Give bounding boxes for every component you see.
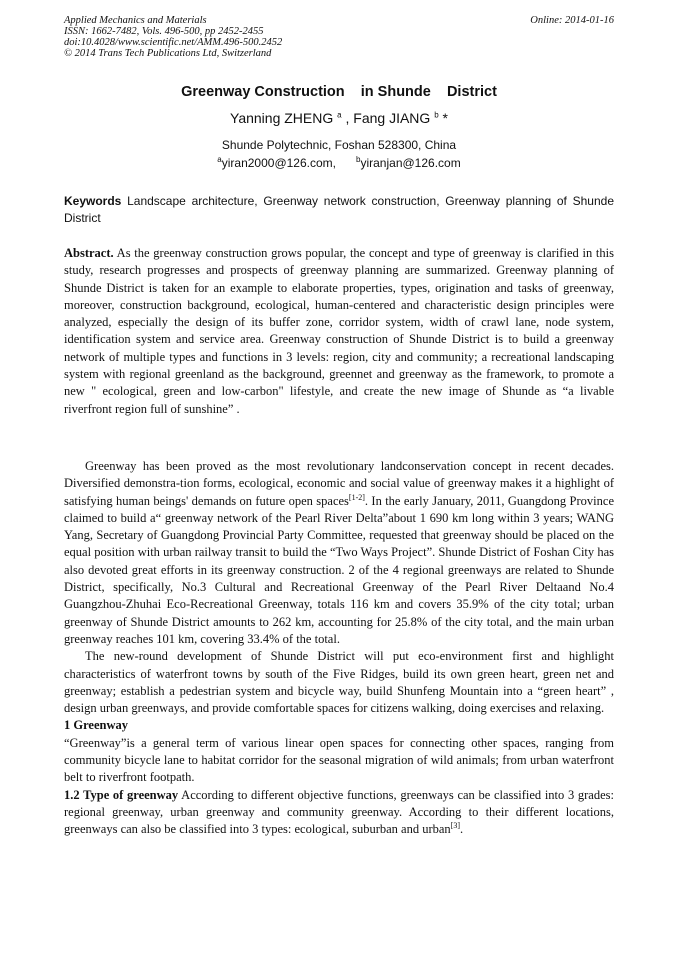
section-text: . bbox=[460, 822, 464, 837]
abstract-text: As the greenway construction grows popular, the concept and type of greenway is clarified in this study, research progresses and prospects of greenway planning are summarized. Greenway planning of Shunde District is taken for an example to elaborate properties, types, origination and tasks of greenway, moreover, construction background, ecological, human-centered and characteristic design principles were analyzed, especially the design of its buffer zone, corridor system, width of crawl lane, node system, identification system and service area. Greenway construction of Shunde District is to build a greenway network of multiple types and functions in 3 levels: region, city and community; a recreational landscaping system with regional greenland as the background, greennet and greenway as the framework, to promote a new " ecological, green and low-carbon" lifestyle, and create the new image of Shunde as “a livable riverfront region full of sunshine” . bbox=[64, 246, 614, 416]
abstract-block bbox=[64, 245, 614, 418]
keywords-block bbox=[64, 193, 614, 227]
email-link[interactable]: yiran2000@126.com, bbox=[221, 156, 336, 170]
affiliation-marker: b bbox=[356, 155, 361, 164]
intro-text: Greenway has been proved as the most revolutionary landconservation concept in recent decades. Diversified demonstra-tion forms, ecological, economic and social value of greenway makes it a highlight of satisfying human beings' demands on future open spaces bbox=[64, 459, 614, 508]
section-paragraph: “Greenway”is a general term of various linear open spaces for connecting other spaces, ranging from community bicycle lane to habitat corridor for the seasonal migration of wild animals; from urban waterfront belt to riverfront footpath. bbox=[64, 735, 614, 785]
main-text bbox=[64, 458, 614, 839]
author-name: Yanning ZHENG bbox=[230, 110, 334, 126]
email-link[interactable]: yiranjan@126.com bbox=[360, 156, 461, 170]
paper-title: Greenway Construction in Shunde District bbox=[181, 84, 497, 100]
intro-paragraph bbox=[64, 458, 614, 648]
section-paragraph bbox=[64, 787, 614, 839]
affiliation-marker: a bbox=[337, 110, 342, 120]
affiliation: Shunde Polytechnic, Foshan 528300, China bbox=[221, 138, 457, 152]
section-heading: 1 Greenway bbox=[64, 718, 128, 733]
affiliation-marker: a bbox=[217, 155, 222, 164]
author-separator: , bbox=[341, 110, 354, 126]
corresponding-marker: * bbox=[438, 110, 448, 126]
journal-issn: ISSN: 1662-7482, Vols. 496-500, pp 2452-2455 bbox=[64, 26, 264, 37]
intro-text: . In the early January, 2011, Guangdong Province claimed to build a“ greenway network of the Pearl River Delta”about 1 690 km long within 3 years; WANG Yang, Secretary of Guangdong Provincial Party Committee, requested that greenway should be placed on the equal position with urban railway transit to build the “Two Ways Project”. Shunde District of Foshan City has also devoted great efforts in its greenway construction. 2 of the 4 regional greenways are related to Shunde District, specifically, No.3 Cultural and Recreational Greenway of the Pearl River Deltaand No.4 Guangzhou-Zhuhai Eco-Recreational Greenway, totals 116 km and covers 35.9% of the city total; urban greenway of Shunde District amounts to 262 km, accounting for 25.8% of the city total, and the main urban greenway reaches 101 km, covering 33.4% of the total. bbox=[64, 493, 614, 646]
journal-copyright: © 2014 Trans Tech Publications Ltd, Switzerland bbox=[64, 48, 272, 59]
citation-ref[interactable]: [1-2] bbox=[348, 492, 365, 502]
keywords-label: Keywords bbox=[64, 194, 122, 208]
author-name: Fang JIANG bbox=[353, 110, 431, 126]
citation-ref[interactable]: [3] bbox=[450, 821, 461, 831]
email-line bbox=[0, 156, 678, 170]
abstract-label: Abstract. bbox=[64, 246, 114, 260]
online-date: Online: 2014-01-16 bbox=[530, 15, 614, 26]
keywords-text: Landscape architecture, Greenway network construction, Greenway planning of Shunde District bbox=[64, 194, 614, 225]
journal-header bbox=[64, 15, 614, 59]
author-line bbox=[0, 110, 678, 126]
section-text: According to different objective functions, greenways can be classified into 3 grades: regional greenway, urban greenway and community greenway. According to their different locations, greenways can also be classified into 3 types: ecological, suburban and urban bbox=[64, 787, 614, 837]
intro-paragraph: The new-round development of Shunde District will put eco-environment first and highlight characteristics of waterfront towns by south of the Five Ridges, build its own green heart, green net and greenway; establish a pedestrian system and bicycle way, build Shunfeng Mountain into a “green heart” , design urban greenways, and provide comfortable spaces for citizens walking, doing exercises and relaxing. bbox=[64, 649, 614, 716]
journal-doi[interactable]: doi:10.4028/www.scientific.net/AMM.496-500.2452 bbox=[64, 37, 283, 48]
journal-name: Applied Mechanics and Materials bbox=[64, 15, 207, 26]
affiliation-marker: b bbox=[434, 110, 439, 120]
subsection-heading: 1.2 Type of greenway bbox=[64, 787, 179, 802]
